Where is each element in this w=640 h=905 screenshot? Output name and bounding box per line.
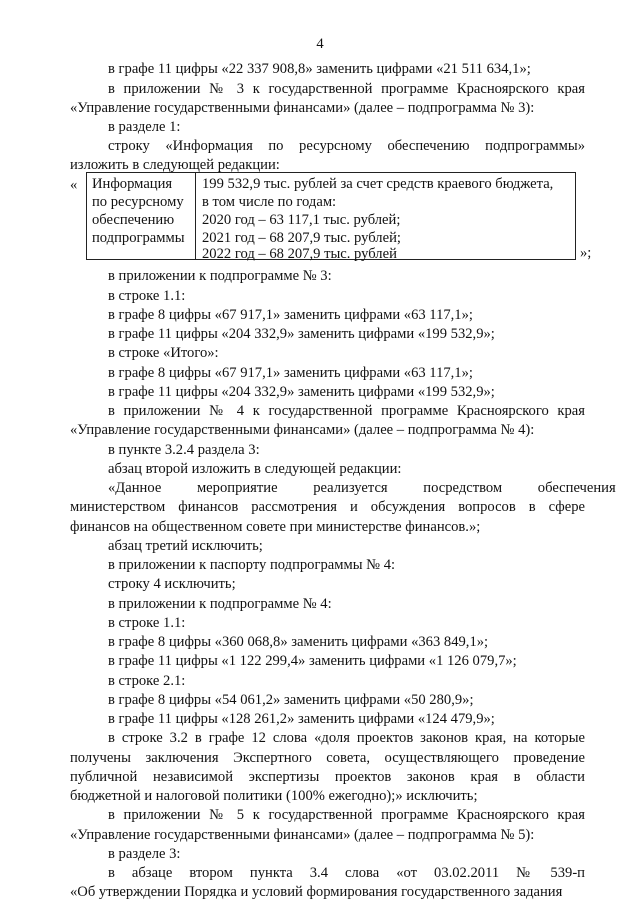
text-line: «Данное мероприятие реализуется посредством обеспечения — [108, 480, 616, 496]
text-line: бюджетной и налоговой политики (100% ежегодно);» исключить; — [70, 788, 478, 804]
table-left-cell — [87, 173, 196, 259]
text-line: министерством финансов рассмотрения и обсуждения вопросов в сфере — [70, 499, 585, 515]
text-line: в приложении к подпрограмме № 4: — [108, 596, 332, 612]
text-line: в графе 8 цифры «360 068,8» заменить цифрами «363 849,1»; — [108, 634, 489, 650]
text-line: публичной независимой экспертизы проектов законов края в области — [70, 769, 585, 785]
text-line: «Управление государственными финансами» (далее – подпрограмма № 3): — [70, 100, 535, 116]
cell-line: подпрограммы — [92, 230, 185, 246]
text-line: «Об утверждении Порядка и условий формирования государственного задания — [70, 884, 563, 900]
text-line: в приложении № 3 к государственной программе Красноярского края — [108, 81, 585, 97]
cell-line: 2021 год – 68 207,9 тыс. рублей; — [202, 230, 401, 246]
text-line: в строке 1.1: — [108, 615, 186, 631]
cell-line: в том числе по годам: — [202, 194, 337, 210]
text-line: в графе 11 цифры «128 261,2» заменить цифрами «124 479,9»; — [108, 711, 495, 727]
text-line: абзац третий исключить; — [108, 538, 263, 554]
text-line: финансов на общественном совете при министерстве финансов.»; — [70, 519, 481, 535]
text-line: в разделе 1: — [108, 119, 181, 135]
text-line: в строке 2.1: — [108, 673, 186, 689]
text-line: изложить в следующей редакции: — [70, 157, 280, 173]
text-line: в строке 3.2 в графе 12 слова «доля проектов законов края, на которые — [108, 730, 585, 746]
text-line: в пункте 3.2.4 раздела 3: — [108, 442, 260, 458]
text-line: в приложении к паспорту подпрограммы № 4: — [108, 557, 396, 573]
text-line: «Управление государственными финансами» (далее – подпрограмма № 4): — [70, 422, 535, 438]
text-line: в графе 8 цифры «67 917,1» заменить цифрами «63 117,1»; — [108, 365, 473, 381]
cell-line: 199 532,9 тыс. рублей за счет средств краевого бюджета, — [202, 176, 554, 192]
close-quote: »; — [580, 245, 592, 261]
text-line: в приложении к подпрограмме № 3: — [108, 268, 332, 284]
text-line: в графе 11 цифры «22 337 908,8» заменить цифрами «21 511 634,1»; — [108, 61, 531, 77]
text-line: в абзаце втором пункта 3.4 слова «от 03.02.2011 № 539-п — [108, 865, 585, 881]
cell-line: по ресурсному — [92, 194, 184, 210]
text-line: в приложении № 4 к государственной программе Красноярского края — [108, 403, 585, 419]
text-line: в графе 11 цифры «204 332,9» заменить цифрами «199 532,9»; — [108, 384, 495, 400]
cell-line: 2020 год – 63 117,1 тыс. рублей; — [202, 212, 401, 228]
text-line: получены заключения Экспертного совета, осуществляющего проведение — [70, 750, 585, 766]
text-line: «Управление государственными финансами» (далее – подпрограмма № 5): — [70, 827, 535, 843]
open-quote: « — [70, 177, 78, 193]
text-line: в строке «Итого»: — [108, 345, 219, 361]
cell-line: 2022 год – 68 207,9 тыс. рублей — [202, 246, 397, 262]
text-line: в приложении № 5 к государственной программе Красноярского края — [108, 807, 585, 823]
text-line: в строке 1.1: — [108, 288, 186, 304]
resource-table — [86, 172, 576, 260]
table-right-cell — [195, 173, 575, 262]
text-line: абзац второй изложить в следующей редакции: — [108, 461, 402, 477]
text-line: в графе 8 цифры «54 061,2» заменить цифрами «50 280,9»; — [108, 692, 474, 708]
text-line: в разделе 3: — [108, 846, 181, 862]
text-line: строку «Информация по ресурсному обеспечению подпрограммы» — [108, 138, 585, 154]
page-number: 4 — [316, 36, 324, 52]
text-line: строку 4 исключить; — [108, 576, 236, 592]
text-line: в графе 11 цифры «1 122 299,4» заменить цифрами «1 126 079,7»; — [108, 653, 517, 669]
text-line: в графе 8 цифры «67 917,1» заменить цифрами «63 117,1»; — [108, 307, 473, 323]
text-line: в графе 11 цифры «204 332,9» заменить цифрами «199 532,9»; — [108, 326, 495, 342]
cell-line: Информация — [92, 176, 173, 192]
cell-line: обеспечению — [92, 212, 175, 228]
